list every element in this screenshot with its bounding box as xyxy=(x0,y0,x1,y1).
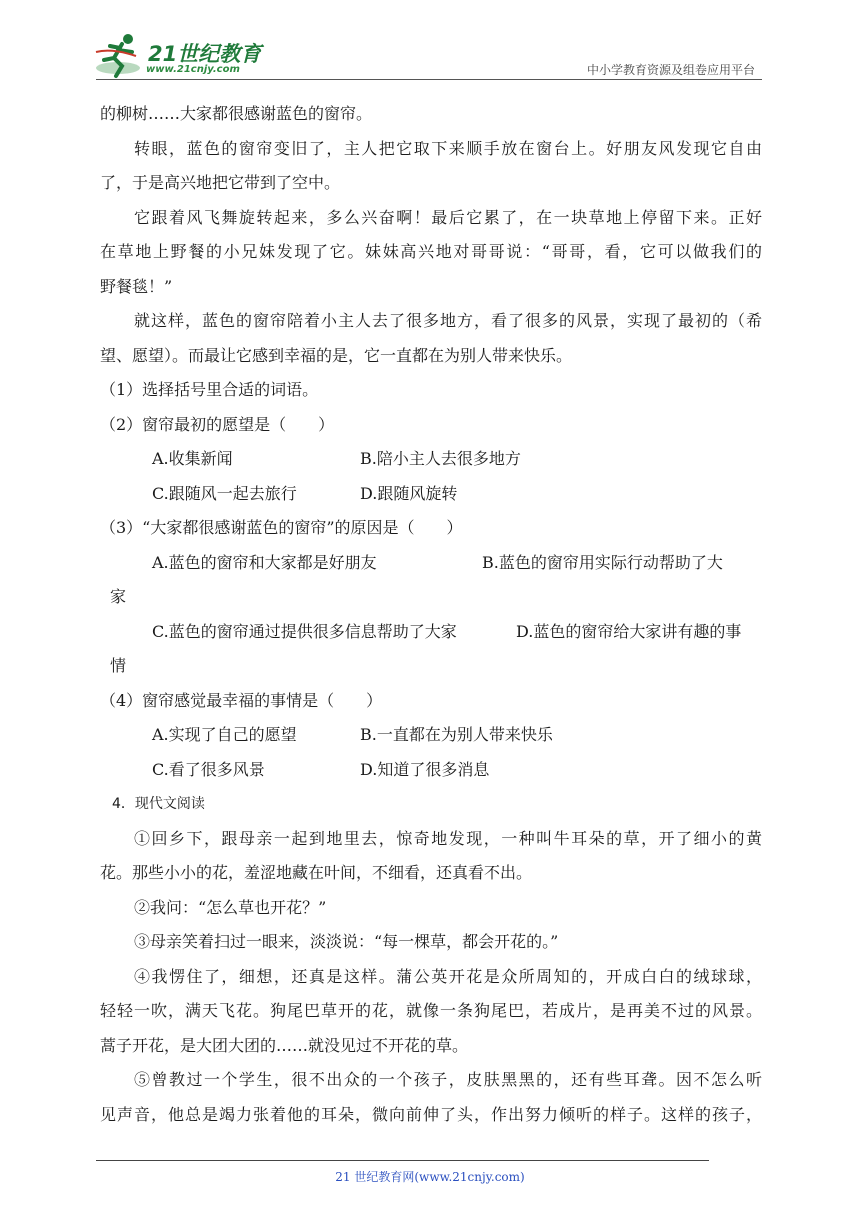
option-d: D.跟随风旋转 xyxy=(360,483,458,503)
section-4-line: ③母亲笑着扫过一眼来，淡淡说：“每一棵草，都会开花的。” xyxy=(134,932,559,951)
option-c: C.看了很多风景 xyxy=(152,759,265,779)
question-3: （3）“大家都很感谢蓝色的窗帘”的原因是（ ） xyxy=(100,518,463,537)
header-divider xyxy=(96,79,762,80)
option-d-wrap: 情 xyxy=(110,656,127,675)
question-2-options-row xyxy=(100,477,762,512)
section-4-line: ④我愣住了，细想，还真是这样。蒲公英开花是众所周知的，开成白白的绒球球， xyxy=(134,966,762,986)
option-b-wrap: 家 xyxy=(110,587,127,606)
footer-divider xyxy=(96,1160,709,1161)
section-4-line: 见声音，他总是竭力张着他的耳朵，微向前伸了头，作出努力倾听的样子。这样的孩子， xyxy=(100,1104,762,1124)
section-4-line: 轻轻一吹，满天飞花。狗尾巴草开的花，就像一条狗尾巴，若成片，是再美不过的风景。 xyxy=(100,1001,762,1020)
section-4-line: ①回乡下，跟母亲一起到地里去，惊奇地发现，一种叫牛耳朵的草，开了细小的黄 xyxy=(134,828,762,848)
document-body xyxy=(100,97,762,1132)
passage-line: 野餐毯！” xyxy=(100,276,173,296)
passage-line: 的柳树……大家都很感谢蓝色的窗帘。 xyxy=(100,104,373,123)
option-b: B.一直都在为别人带来快乐 xyxy=(360,725,553,744)
page-header xyxy=(0,0,860,82)
passage-line: 望、愿望）。而最让它感到幸福的是，它一直都在为别人带来快乐。 xyxy=(100,345,573,365)
logo-text: 21世纪教育 xyxy=(148,42,262,66)
option-c: C.蓝色的窗帘通过提供很多信息帮助了大家 xyxy=(152,621,457,641)
option-a: A.收集新闻 xyxy=(152,449,233,468)
header-platform-name: 中小学教育资源及组卷应用平台 xyxy=(586,63,755,77)
section-4-title: 4．现代文阅读 xyxy=(112,796,205,812)
question-2-options-row xyxy=(100,442,762,477)
passage-line: 了，于是高兴地把它带到了空中。 xyxy=(100,173,341,192)
option-a: A.实现了自己的愿望 xyxy=(152,725,297,744)
question-3-options-row xyxy=(100,546,762,581)
passage-line: 就这样，蓝色的窗帘陪着小主人去了很多地方，看了很多的风景，实现了最初的（希 xyxy=(134,311,762,330)
logo-url: www.21cnjy.com xyxy=(146,64,240,75)
section-4-line: 蒿子开花，是大团大团的……就没见过不开花的草。 xyxy=(100,1035,469,1055)
passage-line: 在草地上野餐的小兄妹发现了它。妹妹高兴地对哥哥说：“哥哥，看，它可以做我们的 xyxy=(100,242,762,261)
section-4-line: ⑤曾教过一个学生，很不出众的一个孩子，皮肤黑黑的，还有些耳聋。因不怎么听 xyxy=(134,1070,762,1089)
option-a: A.蓝色的窗帘和大家都是好朋友 xyxy=(152,552,377,572)
question-4-options-row xyxy=(100,753,762,788)
question-4-options-row xyxy=(100,718,762,753)
option-d: D.蓝色的窗帘给大家讲有趣的事 xyxy=(516,621,742,641)
passage-line: 它跟着风飞舞旋转起来，多么兴奋啊！最后它累了，在一块草地上停留下来。正好 xyxy=(134,207,762,227)
option-b: B.蓝色的窗帘用实际行动帮助了大 xyxy=(482,552,723,572)
section-4-line: ②我问：“怎么草也开花？” xyxy=(134,897,327,917)
section-4-line: 花。那些小小的花，羞涩地藏在叶间，不细看，还真看不出。 xyxy=(100,863,533,882)
option-c: C.跟随风一起去旅行 xyxy=(152,483,297,503)
question-4: （4）窗帘感觉最幸福的事情是（ ） xyxy=(100,690,383,710)
question-3-options-row xyxy=(100,615,762,650)
footer-site-link[interactable]: 21 世纪教育网(www.21cnjy.com) xyxy=(335,1170,525,1184)
option-d: D.知道了很多消息 xyxy=(360,759,490,779)
option-b: B.陪小主人去很多地方 xyxy=(360,449,521,468)
passage-line: 转眼，蓝色的窗帘变旧了，主人把它取下来顺手放在窗台上。好朋友风发现它自由 xyxy=(134,138,762,158)
question-1: （1）选择括号里合适的词语。 xyxy=(100,380,319,399)
question-2: （2）窗帘最初的愿望是（ ） xyxy=(100,414,335,434)
